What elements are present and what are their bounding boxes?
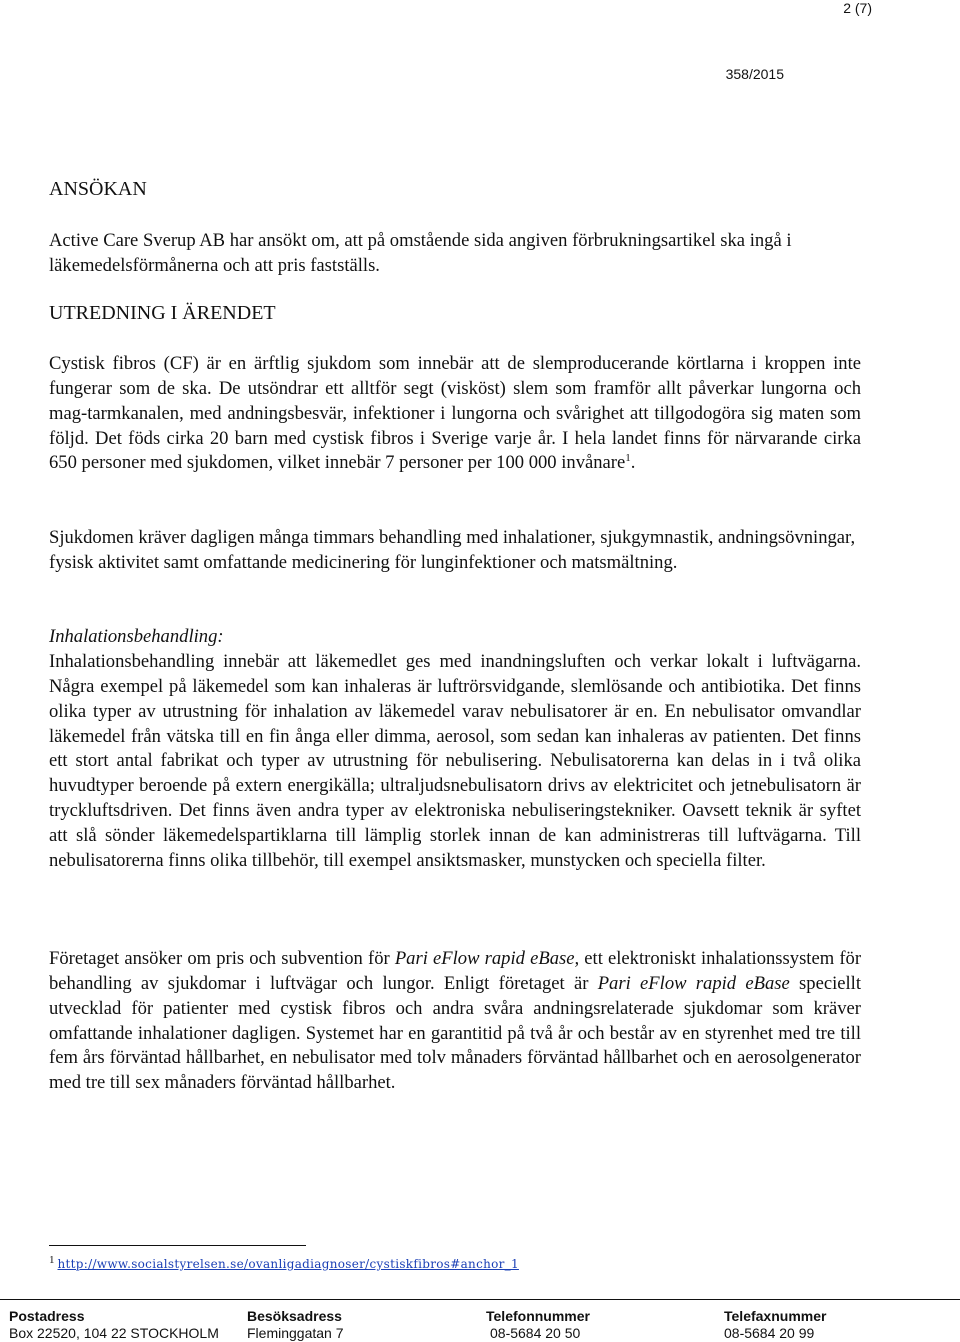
footnote-marker: 1 — [49, 1254, 55, 1266]
footer-postadress-value: Box 22520, 104 22 STOCKHOLM — [9, 1325, 219, 1341]
company-text-a: Företaget ansöker om pris och subvention för — [49, 948, 395, 969]
product-name-1: Pari eFlow rapid eBase, — [394, 948, 580, 969]
ansokan-paragraph: Active Care Sverup AB har ansökt om, att på omstående sida angiven förbrukningsartikel ska ingå i läkemedelsförmånerna och att pris fastställs. — [49, 230, 792, 276]
footer-telefon-value: 08-5684 20 50 — [490, 1325, 581, 1341]
inhalation-paragraph: Inhalationsbehandling innebär att läkemedlet ges med inandningsluften och verkar lokalt i luftvägarna. Några exempel på läkemedel som kan inhaleras är luftrörsvidgande, slemlösande och antibiotika. Det finns olika typer av utrustning för inhalation av läkemedel varav nebulisatorer är en. En nebulisator omvandlar läkemedel från vätska till en fin ånga eller dimma, aerosol, som sedan kan inhaleras av patienten. Det finns ett stort antal fabrikat och typer av utrustning för nebulisering. Nebulisatorerna kan delas in i två olika huvudtyper beroende på extern energikälla; ultraljudsnebulisatorn drivs av elektricitet och jetnebulisatorn är tryckluftsdriven. Det finns även andra typer av elektroniska nebuliseringstekniker. Oavsett teknik är syftet att slå sönder läkemedelspartiklarna till lämplig storlek innan de kan administreras till luftvägarna. Till nebulisatorerna finns olika tillbehör, till exempel ansiktsmasker, munstycken och speciella filter. — [49, 651, 861, 871]
footer-telefon — [486, 1308, 590, 1342]
company-text-c: speciellt utvecklad för patienter med cystisk fibros och andra svåra andningsrelaterade sjukdomar som kräver omfattande inhalationer dagligen. Systemet har en garantitid på två år och består av en styrenhet med tre till fem års förväntad hållbarhet, en nebulisator med tolv månaders förväntad hållbarhet och en aerosolgenerator med tre till sex månaders förväntad hållbarhet. — [49, 972, 861, 1094]
product-name-2: Pari eFlow rapid eBase — [597, 972, 790, 994]
company-paragraph — [49, 947, 861, 1096]
footer-fax — [724, 1308, 826, 1342]
company-text-b: ett elektroniskt inhalationssystem för behandling av sjukdomar i luftvägar och lungor. Enligt företaget är — [49, 948, 862, 994]
document-number: 358/2015 — [725, 66, 784, 82]
page-number: 2 (7) — [843, 0, 872, 16]
footer-postadress-label: Postadress — [9, 1308, 85, 1324]
footnote-reference[interactable]: 1 — [625, 452, 631, 465]
heading-ansokan: ANSÖKAN — [49, 178, 147, 200]
footer-besoksadress — [247, 1308, 344, 1342]
cf-paragraph-text: Cystisk fibros (CF) är en ärftlig sjukdom som innebär att de slemproducerande körtlarna i kroppen inte fungerar som de ska. De utsöndrar ett alltför segt (visköst) slem som framför allt påverkar lungorna och mag-tarmkanalen, med andningsbesvär, infektioner i lungorna och svårighet att tillgodogöra sig maten som följd. Det föds cirka 20 barn med cystisk fibros i Sverige varje år. I hela landet finns för närvarande cirka 650 personer med sjukdomen, vilket innebär 7 personer per 100 000 invånare — [49, 353, 861, 474]
footer-besoksadress-label: Besöksadress — [247, 1308, 342, 1324]
footer-telefon-label: Telefonnummer — [486, 1308, 590, 1324]
treatment-paragraph: Sjukdomen kräver dagligen många timmars behandling med inhalationer, sjukgymnastik, andningsövningar, fysisk aktivitet samt omfattande medicinering för lunginfektioner och matsmältning. — [49, 527, 856, 573]
heading-utredning: UTREDNING I ÄRENDET — [49, 302, 276, 324]
footer-fax-label: Telefaxnummer — [724, 1308, 827, 1324]
footer-postadress — [9, 1308, 219, 1342]
footnote — [49, 1254, 519, 1272]
heading-inhalationsbehandling: Inhalationsbehandling: — [49, 626, 224, 647]
footnote-divider — [49, 1245, 306, 1246]
footnote-link[interactable]: http://www.socialstyrelsen.se/ovanligadiagnoser/cystiskfibros#anchor_1 — [57, 1257, 519, 1271]
footer-divider — [0, 1299, 960, 1300]
footer-fax-value: 08-5684 20 99 — [724, 1325, 815, 1341]
cf-paragraph — [49, 352, 861, 476]
footer-besoksadress-value: Fleminggatan 7 — [247, 1325, 344, 1341]
cf-paragraph-end: . — [630, 452, 636, 474]
